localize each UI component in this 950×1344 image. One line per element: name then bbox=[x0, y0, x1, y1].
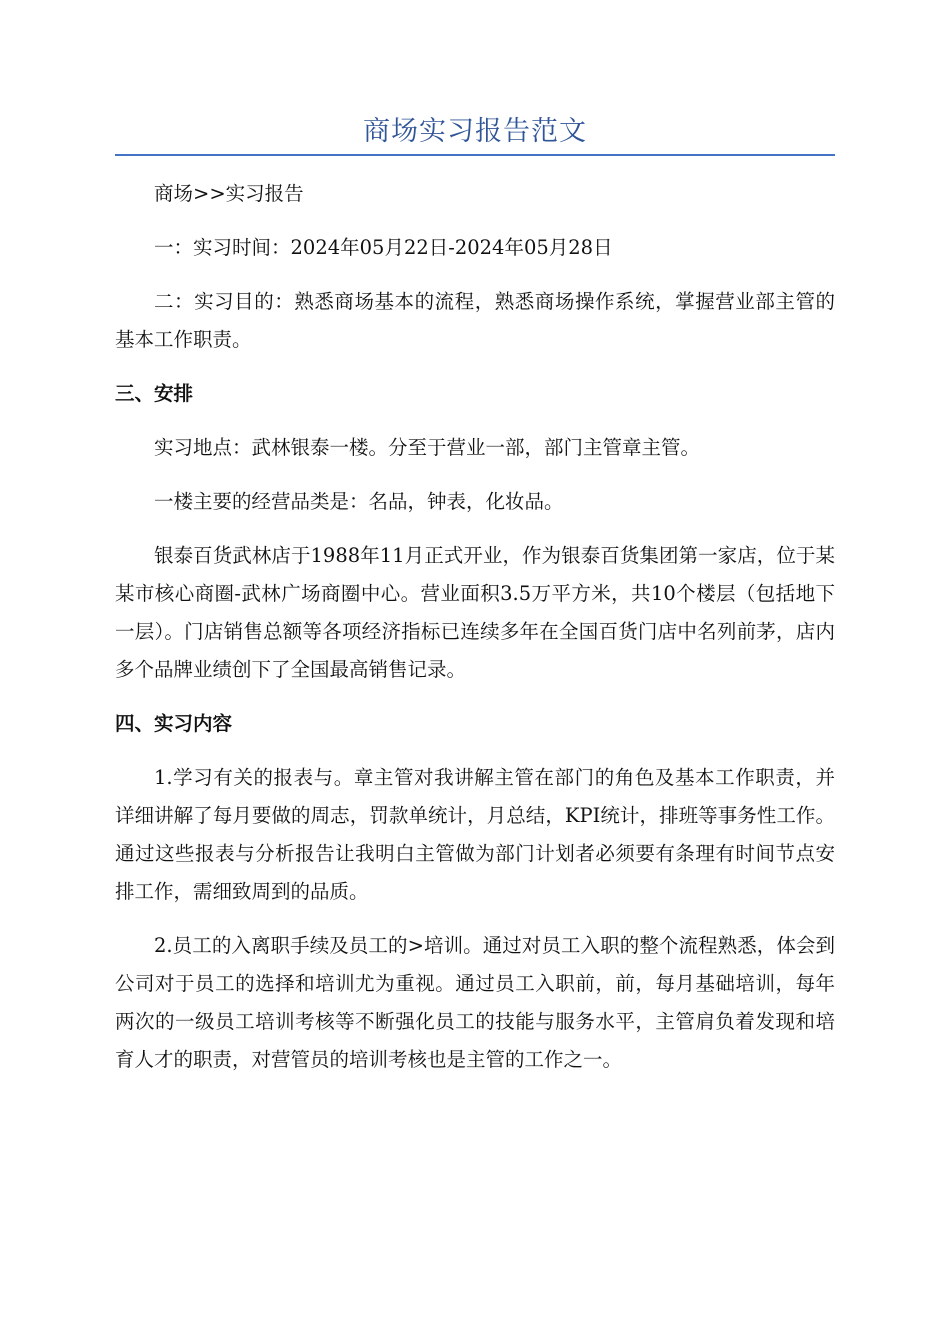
paragraph-content-1: 1.学习有关的报表与。章主管对我讲解主管在部门的角色及基本工作职责，并详细讲解了每月要做的周志，罚款单统计，月总结，KPI统计，排班等事务性工作。通过这些报表与分析报告让我明白主管做为部门计划者必须要有条理有时间节点安排工作，需细致周到的品质。 bbox=[115, 766, 835, 903]
document-title: 商场实习报告范文 bbox=[363, 116, 587, 147]
paragraph-internship-purpose: 二：实习目的：熟悉商场基本的流程，熟悉商场操作系统，掌握营业部主管的基本工作职责。 bbox=[115, 290, 835, 351]
title-underline bbox=[115, 154, 835, 156]
paragraph-categories: 一楼主要的经营品类是：名品，钟表，化妆品。 bbox=[154, 490, 564, 513]
paragraph-location: 实习地点：武林银泰一楼。分至于营业一部，部门主管章主管。 bbox=[154, 436, 701, 459]
paragraph-internship-time: 一：实习时间：2024年05月22日-2024年05月28日 bbox=[154, 236, 613, 259]
document-body bbox=[115, 175, 835, 1095]
paragraph-content-2: 2.员工的入离职手续及员工的>培训。通过对员工入职的整个流程熟悉，体会到公司对于员工的选择和培训尤为重视。通过员工入职前，前，每月基础培训，每年两次的一级员工培训考核等不断强化员工的技能与服务水平，主管肩负着发现和培育人才的职责，对营管员的培训考核也是主管的工作之一。 bbox=[115, 934, 835, 1071]
section-heading-arrangement: 三、安排 bbox=[115, 382, 194, 405]
paragraph-breadcrumb: 商场>>实习报告 bbox=[154, 182, 304, 205]
section-heading-content: 四、实习内容 bbox=[115, 712, 233, 735]
paragraph-store-intro: 银泰百货武林店于1988年11月正式开业，作为银泰百货集团第一家店，位于某某市核心商圈-武林广场商圈中心。营业面积3.5万平方米，共10个楼层（包括地下一层）。门店销售总额等各项经济指标已连续多年在全国百货门店中名列前茅，店内多个品牌业绩创下了全国最高销售记录。 bbox=[115, 544, 835, 681]
